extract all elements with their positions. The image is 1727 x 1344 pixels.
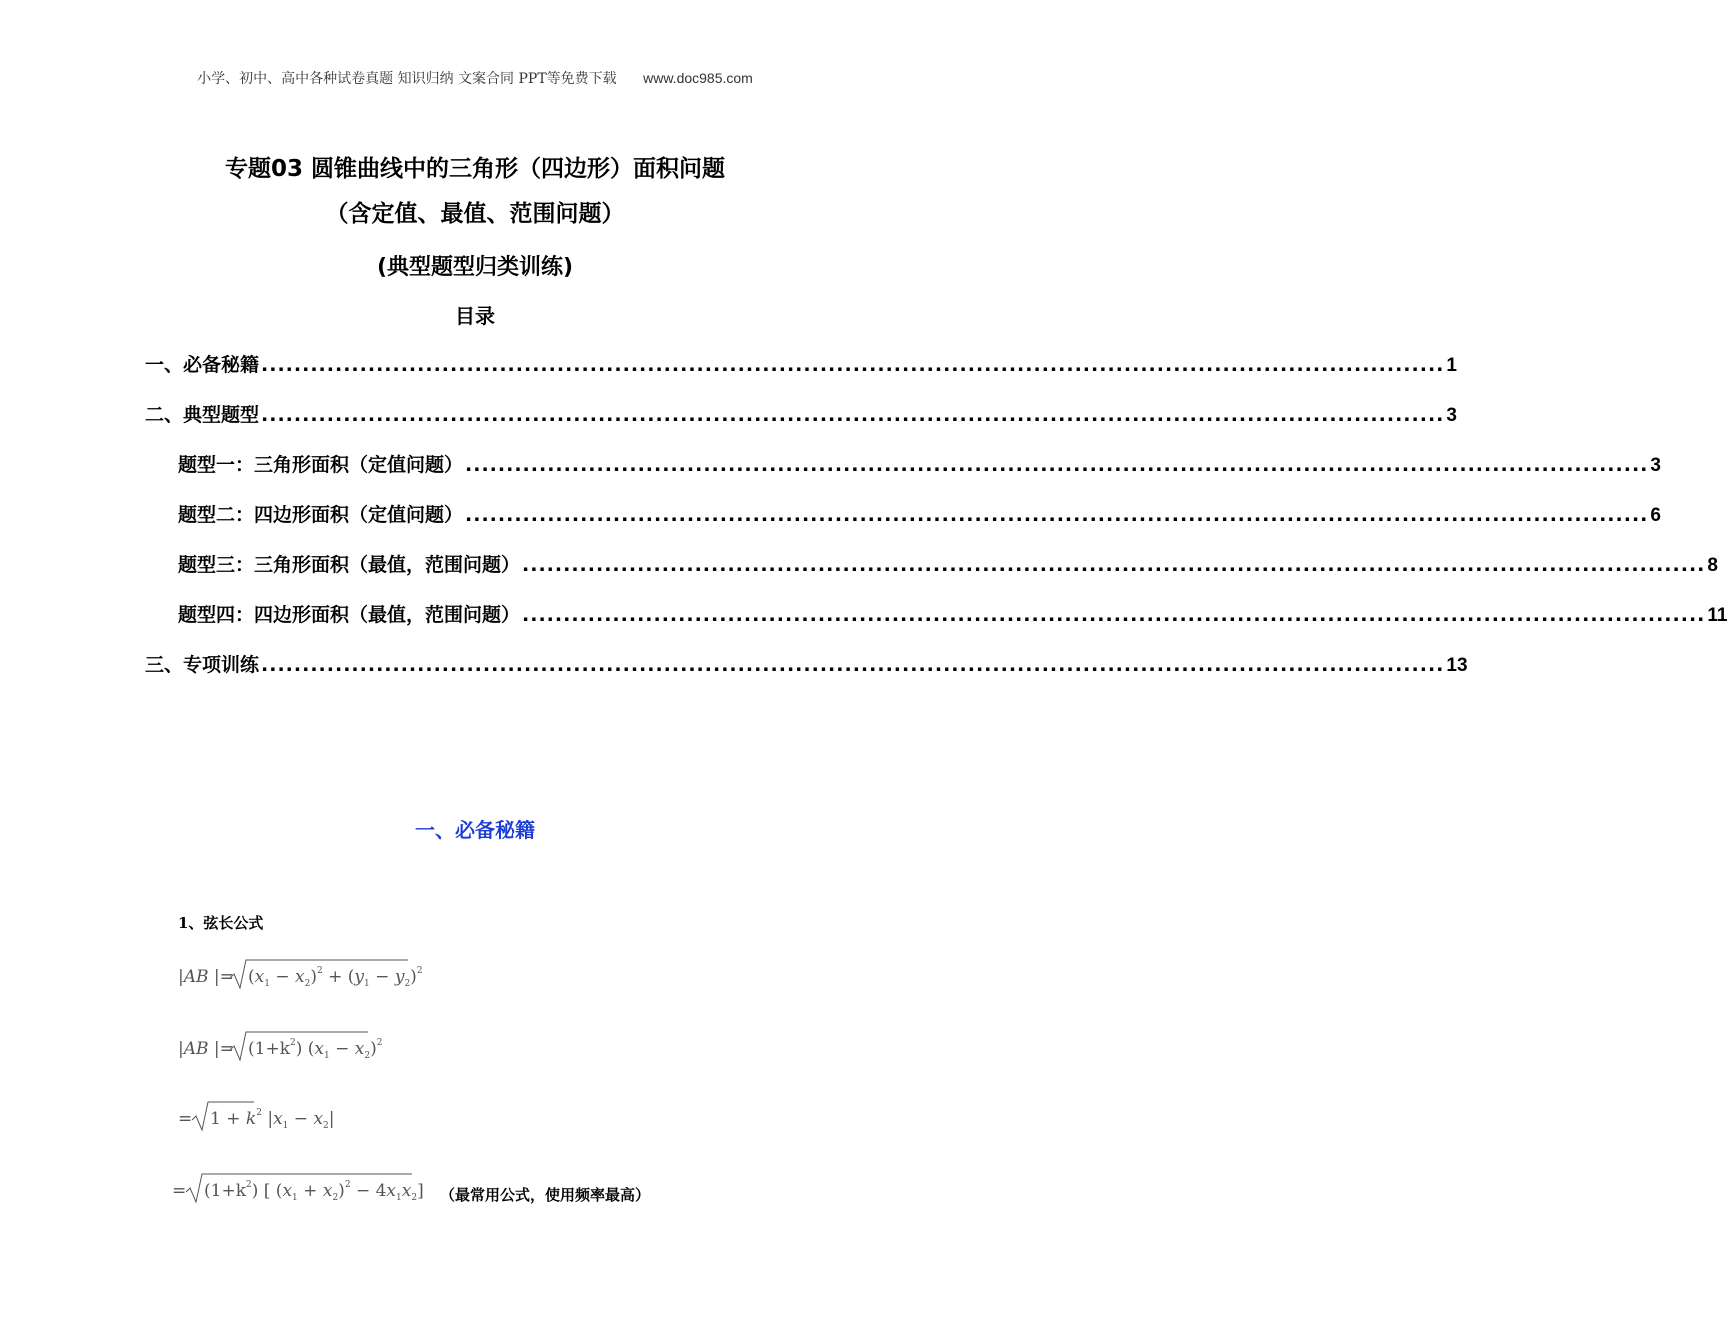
toc-entry-label: 三、专项训练 [145,654,260,676]
formula-chord-length-2 [172,1026,392,1068]
toc-entry-label: 二、典型题型 [145,404,260,426]
header-text: 小学、初中、高中各种试卷真题 知识归纳 文案合同 PPT等免费下载 [197,71,617,87]
section-subheading: 1、弦长公式 [178,914,264,932]
toc-entry-page: 8 [1707,555,1718,576]
svg-text:(x1 − x2)2 + (y1 − y2)2: $(x_1 - x_2)^2 + (y_1 - y_2)^2$ [248,966,423,989]
toc-heading: 目录 [455,304,495,328]
toc-leader-dots: ................................................................................................................................................ [522,554,1706,576]
svg-text:1 + k2 |x1 − x2|: $1 + k^2$ $|x_1 - x_2|$ [210,1108,335,1131]
toc-entry-page: 1 [1446,355,1457,376]
formula-note: （最常用公式，使用频率最高） [440,1186,651,1204]
toc-entry-5[interactable] [178,550,1718,576]
section-heading: 一、必备秘籍 [415,818,535,842]
svg-text:|AB |=: |AB |= [178,1039,234,1059]
svg-text:=: = [172,1181,187,1201]
toc-entry-label: 题型一：三角形面积（定值问题） [178,454,464,476]
formula-chord-length-1 [172,952,422,994]
toc-leader-dots: ................................................................................................................................................ [261,354,1445,376]
svg-text:|AB |=: |AB |= [178,967,234,987]
formula-chord-length-3 [172,1096,342,1138]
toc-leader-dots: ................................................................................................................................................ [261,654,1445,676]
toc-entry-page: 11 [1707,605,1727,626]
toc-entry-page: 3 [1650,455,1661,476]
toc-leader-dots: ................................................................................................................................................ [465,454,1649,476]
toc-entry-label: 一、必备秘籍 [145,354,260,376]
toc-leader-dots: ................................................................................................................................................ [522,604,1706,626]
svg-text:=: = [178,1109,193,1129]
title-line-1: 专题03 圆锥曲线中的三角形（四边形）面积问题 [224,156,725,182]
title-line-2: （含定值、最值、范围问题） [325,201,625,227]
toc-entry-label: 题型三：三角形面积（最值，范围问题） [178,554,521,576]
page-header [0,68,950,88]
header-url[interactable]: www.doc985.com [643,70,753,86]
title-line-3: (典型题型归类训练) [376,255,574,280]
toc-entry-3[interactable] [178,450,1661,476]
svg-text:(1+k2) (x1 − x2)2: $(1+k^2) (x_1 - x_2)^2$ [248,1038,383,1061]
formula-chord-length-4 [172,1166,422,1208]
toc-entry-1[interactable] [145,350,1457,376]
toc-entry-6[interactable] [178,600,1727,626]
toc-leader-dots: ................................................................................................................................................ [465,504,1649,526]
toc-entry-page: 6 [1650,505,1661,526]
toc-entry-label: 题型二：四边形面积（定值问题） [178,504,464,526]
toc-leader-dots: ................................................................................................................................................ [261,404,1445,426]
toc-entry-label: 题型四：四边形面积（最值，范围问题） [178,604,521,626]
toc-entry-4[interactable] [178,500,1661,526]
svg-text:(1+k2) [ (x1 + x2)2 − 4x1x2]: $(1+k^2)$ [ $(x_1 + x_2)^2 - 4x_1x_2$] [204,1180,424,1203]
toc-entry-2[interactable] [145,400,1457,426]
toc-entry-page: 3 [1446,405,1457,426]
toc-entry-page: 13 [1446,655,1468,676]
toc-entry-7[interactable] [145,650,1468,676]
